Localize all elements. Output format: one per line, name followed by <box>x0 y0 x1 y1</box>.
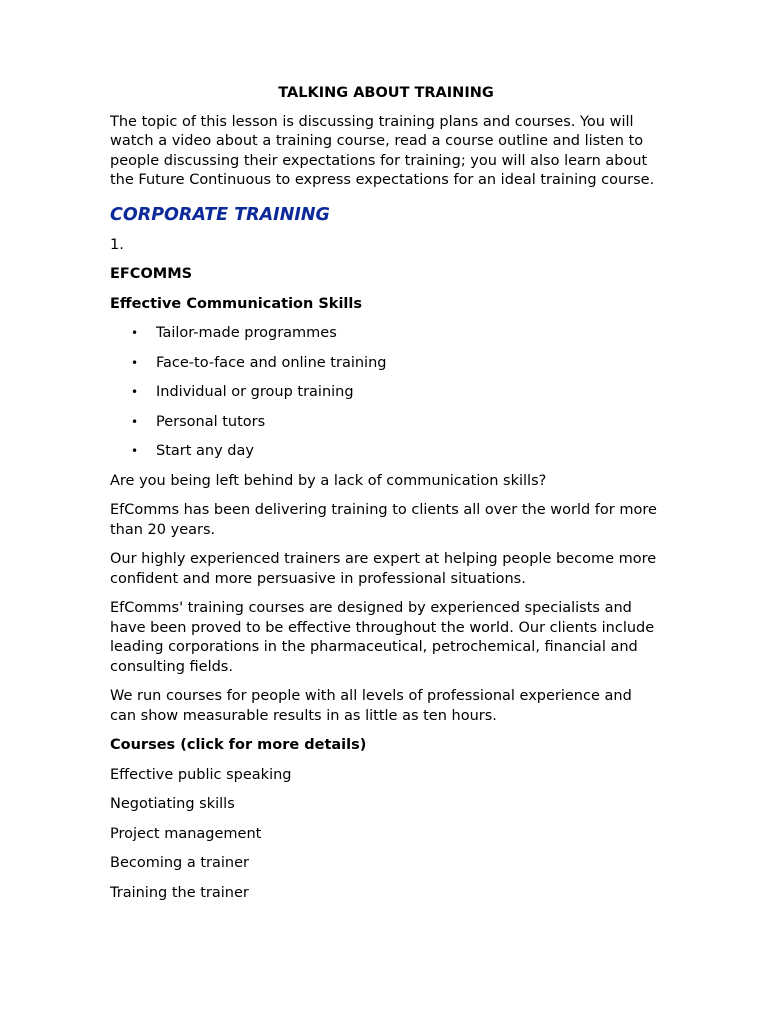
feature-item <box>110 354 662 374</box>
document-title: TALKING ABOUT TRAINING <box>278 85 494 101</box>
body-paragraph: Are you being left behind by a lack of communication skills? <box>110 472 547 489</box>
body-paragraph: EfComms' training courses are designed by experienced specialists and have been proved to be effective throughout the world. Our clients include leading corporations in the pharmaceutical, petrochemical, financial and consulting fields. <box>110 600 655 675</box>
body-paragraph: Our highly experienced trainers are expert at helping people become more confident and more persuasive in professional situations. <box>110 551 657 587</box>
document-content <box>110 84 662 913</box>
course-item-public-speaking[interactable]: Effective public speaking <box>110 766 292 783</box>
feature-text: Personal tutors <box>156 413 266 430</box>
bullet-icon: • <box>131 355 139 370</box>
feature-text: Tailor-made programmes <box>156 325 337 341</box>
feature-text: Start any day <box>156 443 254 459</box>
intro-paragraph: The topic of this lesson is discussing training plans and courses. You will watch a video about a training course, read a course outline and listen to people discussing their expectations for training; you will also learn about the Future Continuous to express expectations for an ideal training course. <box>110 113 655 188</box>
bullet-icon: • <box>131 385 139 399</box>
feature-text: Face-to-face and online training <box>156 354 387 371</box>
feature-item <box>110 383 662 403</box>
company-name: EFCOMMS <box>110 266 193 282</box>
feature-item <box>110 442 662 462</box>
bullet-icon: • <box>131 326 139 340</box>
course-item-negotiating[interactable]: Negotiating skills <box>110 796 235 812</box>
course-item-becoming-trainer[interactable]: Becoming a trainer <box>110 855 249 871</box>
body-paragraph: EfComms has been delivering training to clients all over the world for more than 20 years. <box>110 502 657 538</box>
course-item-project-management[interactable]: Project management <box>110 825 262 842</box>
feature-text: Individual or group training <box>156 384 354 400</box>
feature-list <box>110 324 662 462</box>
section-heading: CORPORATE TRAINING <box>110 204 330 225</box>
body-paragraph: We run courses for people with all levels of professional experience and can show measurable results in as little as ten hours. <box>110 688 632 724</box>
item-number: 1. <box>110 236 124 253</box>
feature-item <box>110 324 662 344</box>
courses-heading: Courses (click for more details) <box>110 737 367 753</box>
course-item-training-trainer[interactable]: Training the trainer <box>110 884 249 901</box>
company-tagline: Effective Communication Skills <box>110 295 362 312</box>
feature-item <box>110 413 662 433</box>
bullet-icon: • <box>131 444 139 458</box>
bullet-icon: • <box>131 414 139 429</box>
